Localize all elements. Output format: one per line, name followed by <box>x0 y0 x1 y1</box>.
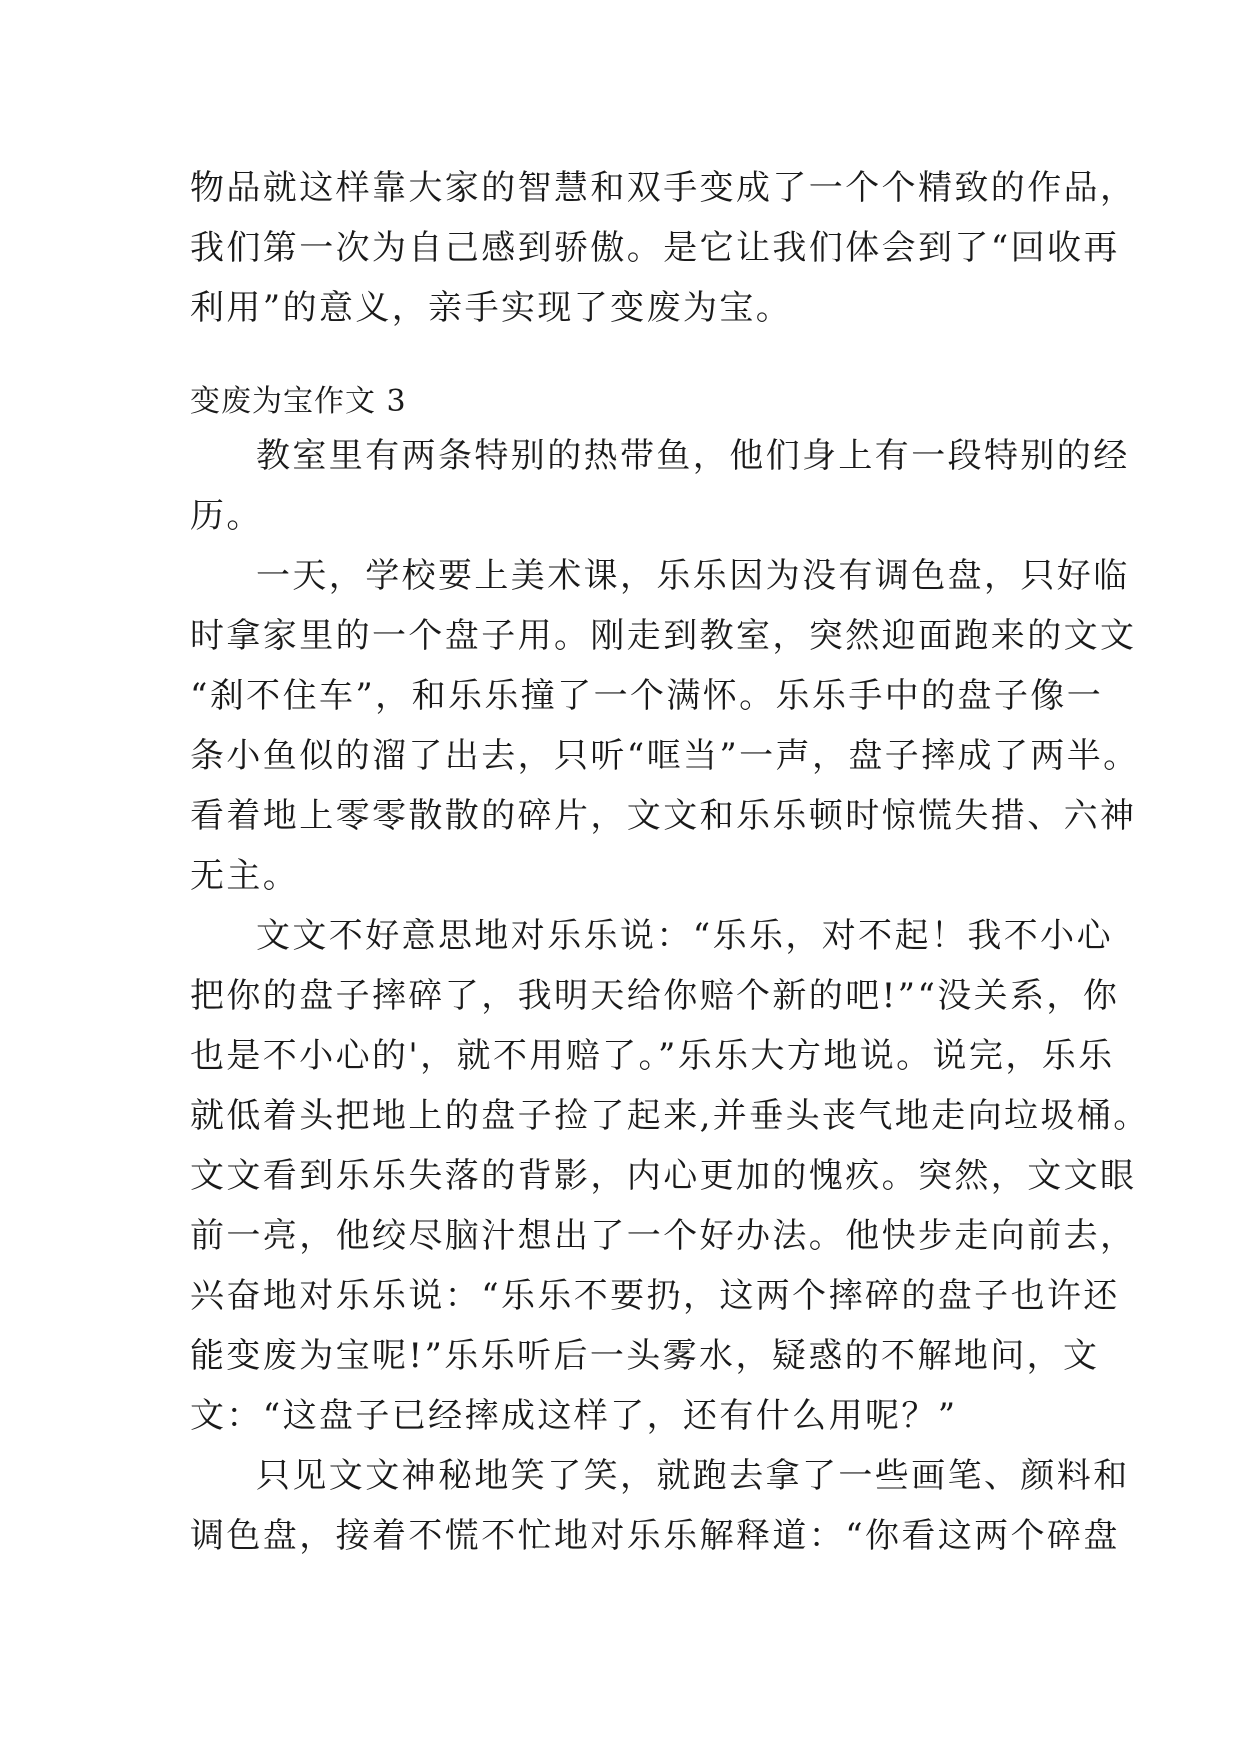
section-title: 变废为宝作文 3 <box>190 384 407 419</box>
text-line: 也是不小心的'，就不用赔了。”乐乐大方地说。说完，乐乐 <box>190 1036 1115 1076</box>
text-line: 看着地上零零散散的碎片，文文和乐乐顿时惊慌失措、六神 <box>190 796 1137 836</box>
text-line: 把你的盘子摔碎了，我明天给你赔个新的吧!”“没关系，你 <box>190 976 1120 1016</box>
text-line: 时拿家里的一个盘子用。刚走到教室，突然迎面跑来的文文 <box>190 616 1137 656</box>
text-line: 文文看到乐乐失落的背影，内心更加的愧疚。突然，文文眼 <box>190 1156 1137 1196</box>
text-line: 文：“这盘子已经摔成这样了，还有什么用呢？” <box>190 1396 958 1436</box>
text-line: 历。 <box>190 496 263 536</box>
text-line: 能变废为宝呢!”乐乐听后一头雾水，疑惑的不解地问，文 <box>190 1336 1100 1376</box>
text-line: 教室里有两条特别的热带鱼，他们身上有一段特别的经 <box>256 436 1130 476</box>
text-line: “刹不住车”，和乐乐撞了一个满怀。乐乐手中的盘子像一 <box>190 676 1104 716</box>
text-line: 兴奋地对乐乐说：“乐乐不要扔，这两个摔碎的盘子也许还 <box>190 1276 1120 1316</box>
text-line: 我们第一次为自己感到骄傲。是它让我们体会到了“回收再 <box>190 228 1120 268</box>
text-line: 前一亮，他绞尽脑汁想出了一个好办法。他快步走向前去， <box>190 1216 1137 1256</box>
text-line: 就低着头把地上的盘子捡了起来,并垂头丧气地走向垃圾桶。 <box>190 1096 1150 1136</box>
text-line: 利用”的意义，亲手实现了变废为宝。 <box>190 288 793 328</box>
text-line: 一天，学校要上美术课，乐乐因为没有调色盘，只好临 <box>256 556 1130 596</box>
text-line: 物品就这样靠大家的智慧和双手变成了一个个精致的作品， <box>190 168 1137 208</box>
text-line: 无主。 <box>190 856 300 896</box>
text-line: 调色盘，接着不慌不忙地对乐乐解释道：“你看这两个碎盘 <box>190 1516 1120 1556</box>
text-line: 文文不好意思地对乐乐说：“乐乐，对不起！我不小心 <box>256 916 1113 956</box>
text-line: 只见文文神秘地笑了笑，就跑去拿了一些画笔、颜料和 <box>256 1456 1130 1496</box>
text-line: 条小鱼似的溜了出去，只听“哐当”一声，盘子摔成了两半。 <box>190 736 1140 776</box>
